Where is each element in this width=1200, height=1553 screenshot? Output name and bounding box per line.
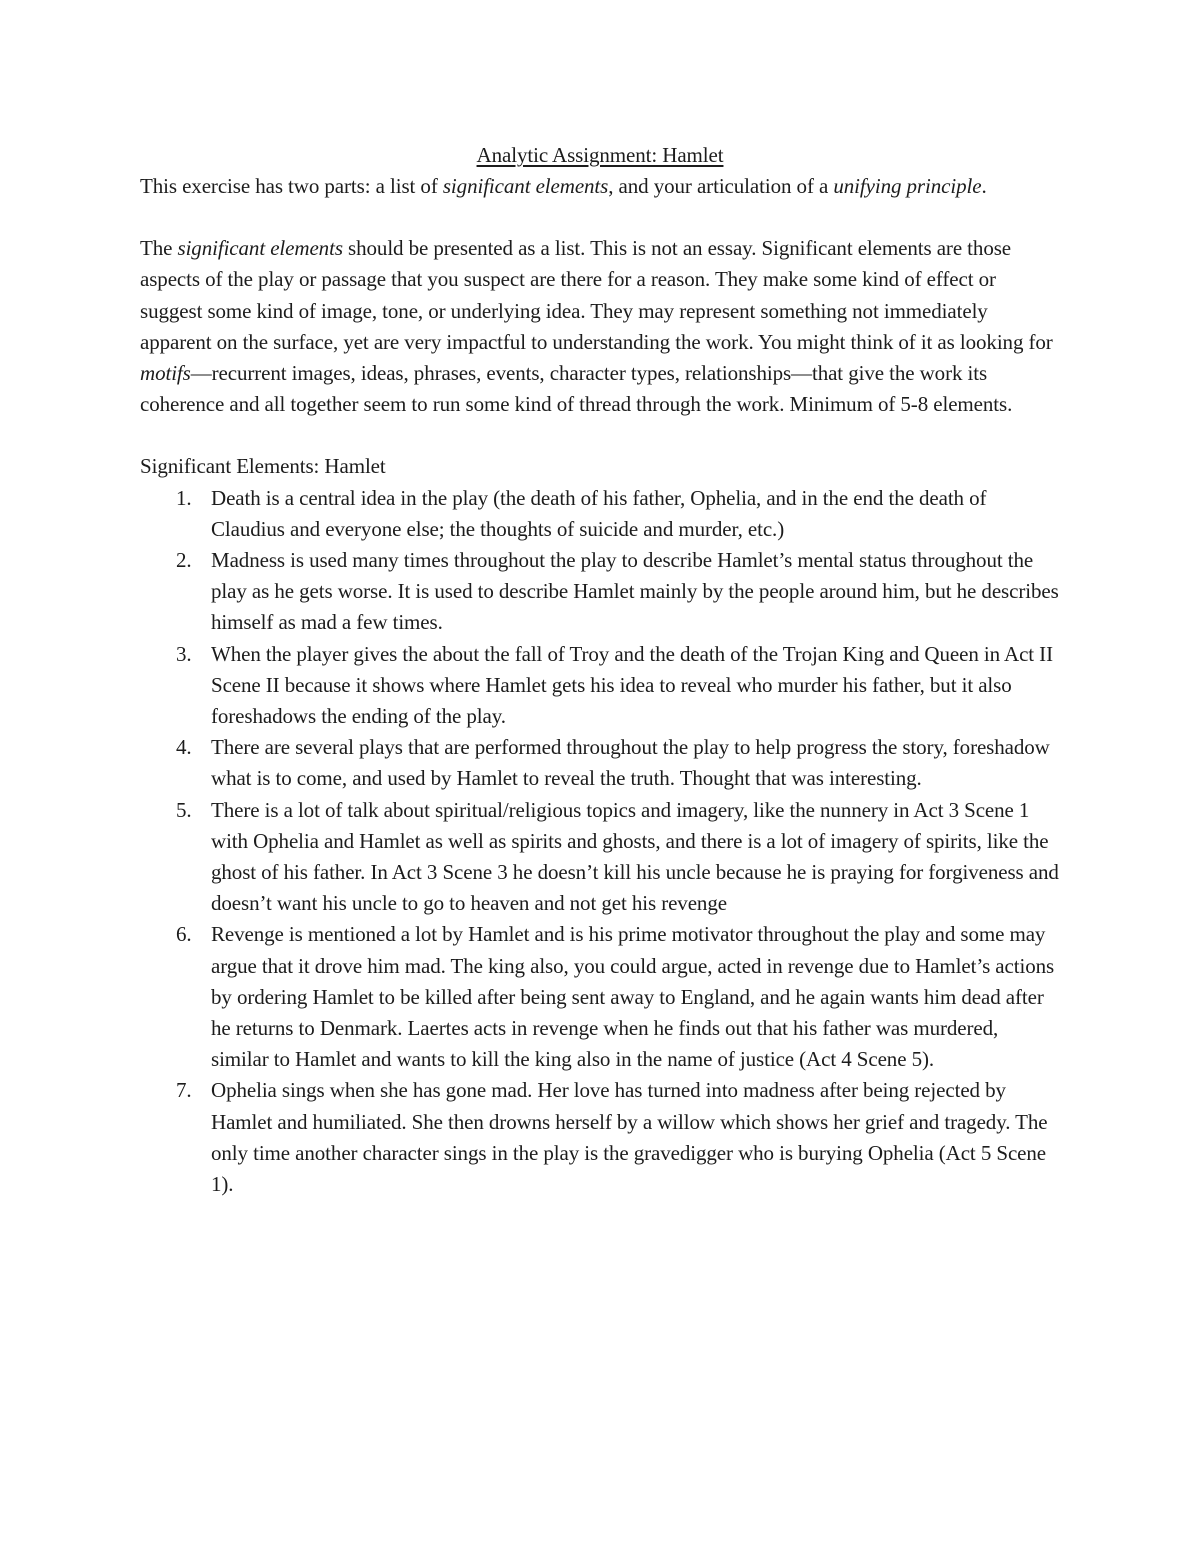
instructions-text-3: —recurrent images, ideas, phrases, events, character types, relationships—that give the work its coherence and all together seem to run some kind of thread through the work. Minimum of 5-8 elements. <box>140 361 1013 417</box>
list-item-text: Ophelia sings when she has gone mad. Her love has turned into madness after being rejected by Hamlet and humiliated. She then drowns herself by a willow which shows her grief and tragedy. The only time another character sings in the play is the gravedigger who is burying Ophelia (Act 5 Scene 1). <box>211 1078 1048 1197</box>
intro-em-significant-elements: significant elements <box>442 174 609 198</box>
intro-text-2: , and your articulation of a <box>608 174 834 198</box>
intro-em-unifying-principle: unifying principle <box>833 174 982 198</box>
list-item-text: There are several plays that are performed throughout the play to help progress the story, foreshadow what is to come, and used by Hamlet to reveal the truth. Thought that was interesting. <box>211 735 1050 791</box>
list-item-number: 7. <box>176 1078 192 1103</box>
elements-list <box>140 483 1060 1201</box>
list-item-number: 4. <box>176 735 192 760</box>
instructions-paragraph <box>140 233 1060 420</box>
list-item-text: Death is a central idea in the play (the death of his father, Ophelia, and in the end the death of Claudius and everyone else; the thoughts of suicide and murder, etc.) <box>211 485 987 541</box>
list-item-text: There is a lot of talk about spiritual/religious topics and imagery, like the nunnery in Act 3 Scene 1 with Ophelia and Hamlet as well as spirits and ghosts, and there is a lot of imagery of spirits, like the ghost of his father. In Act 3 Scene 3 he doesn’t kill his uncle because he is praying for forgiveness and doesn’t want his uncle to go to heaven and not get his revenge <box>211 797 1059 916</box>
list-item <box>140 1075 1060 1200</box>
list-item-text: When the player gives the about the fall of Troy and the death of the Trojan King and Queen in Act II Scene II because it shows where Hamlet gets his idea to reveal who murder his father, but it also foreshadows the ending of the play. <box>211 641 1053 729</box>
list-item-text: Revenge is mentioned a lot by Hamlet and is his prime motivator throughout the play and some may argue that it drove him mad. The king also, you could argue, acted in revenge due to Hamlet’s actions by ordering Hamlet to be killed after being sent away to England, and he again wants him dead after he returns to Denmark. Laertes acts in revenge when he finds out that his father was murdered, similar to Hamlet and wants to kill the king also in the name of justice (Act 4 Scene 5). <box>211 922 1055 1072</box>
instructions-em-motifs: motifs <box>140 361 191 386</box>
list-item-text: Madness is used many times throughout the play to describe Hamlet’s mental status throughout the play as he gets worse. It is used to describe Hamlet mainly by the people around him, but he describes himself as mad a few times. <box>211 548 1059 635</box>
paragraph-spacer <box>140 420 1060 451</box>
list-item-number: 6. <box>176 922 192 947</box>
intro-text-3: . <box>981 174 987 198</box>
paragraph-spacer <box>140 202 1060 233</box>
instructions-text-2: should be presented as a list. This is not an essay. Significant elements are those aspects of the play or passage that you suspect are there for a reason. They make some kind of effect or suggest some kind of image, tone, or underlying idea. They may represent something not immediately apparent on the surface, yet are very impactful to understanding the work. You might think of it as looking for <box>140 236 1053 354</box>
list-item <box>140 639 1060 733</box>
list-item-number: 3. <box>176 641 192 666</box>
list-item-number: 2. <box>176 548 192 573</box>
instructions-text-1: The <box>140 236 178 261</box>
document-title: Analytic Assignment: Hamlet <box>476 143 724 167</box>
document-page <box>140 140 1060 1200</box>
list-item-number: 5. <box>176 797 192 822</box>
list-item <box>140 483 1060 545</box>
list-item-number: 1. <box>176 485 192 510</box>
instructions-em-significant-elements: significant elements <box>177 236 343 261</box>
list-item <box>140 732 1060 794</box>
intro-paragraph <box>140 171 1060 202</box>
list-item <box>140 795 1060 920</box>
intro-text-1: This exercise has two parts: a list of <box>140 174 443 198</box>
elements-heading: Significant Elements: Hamlet <box>140 454 386 479</box>
list-item <box>140 919 1060 1075</box>
list-item <box>140 545 1060 639</box>
